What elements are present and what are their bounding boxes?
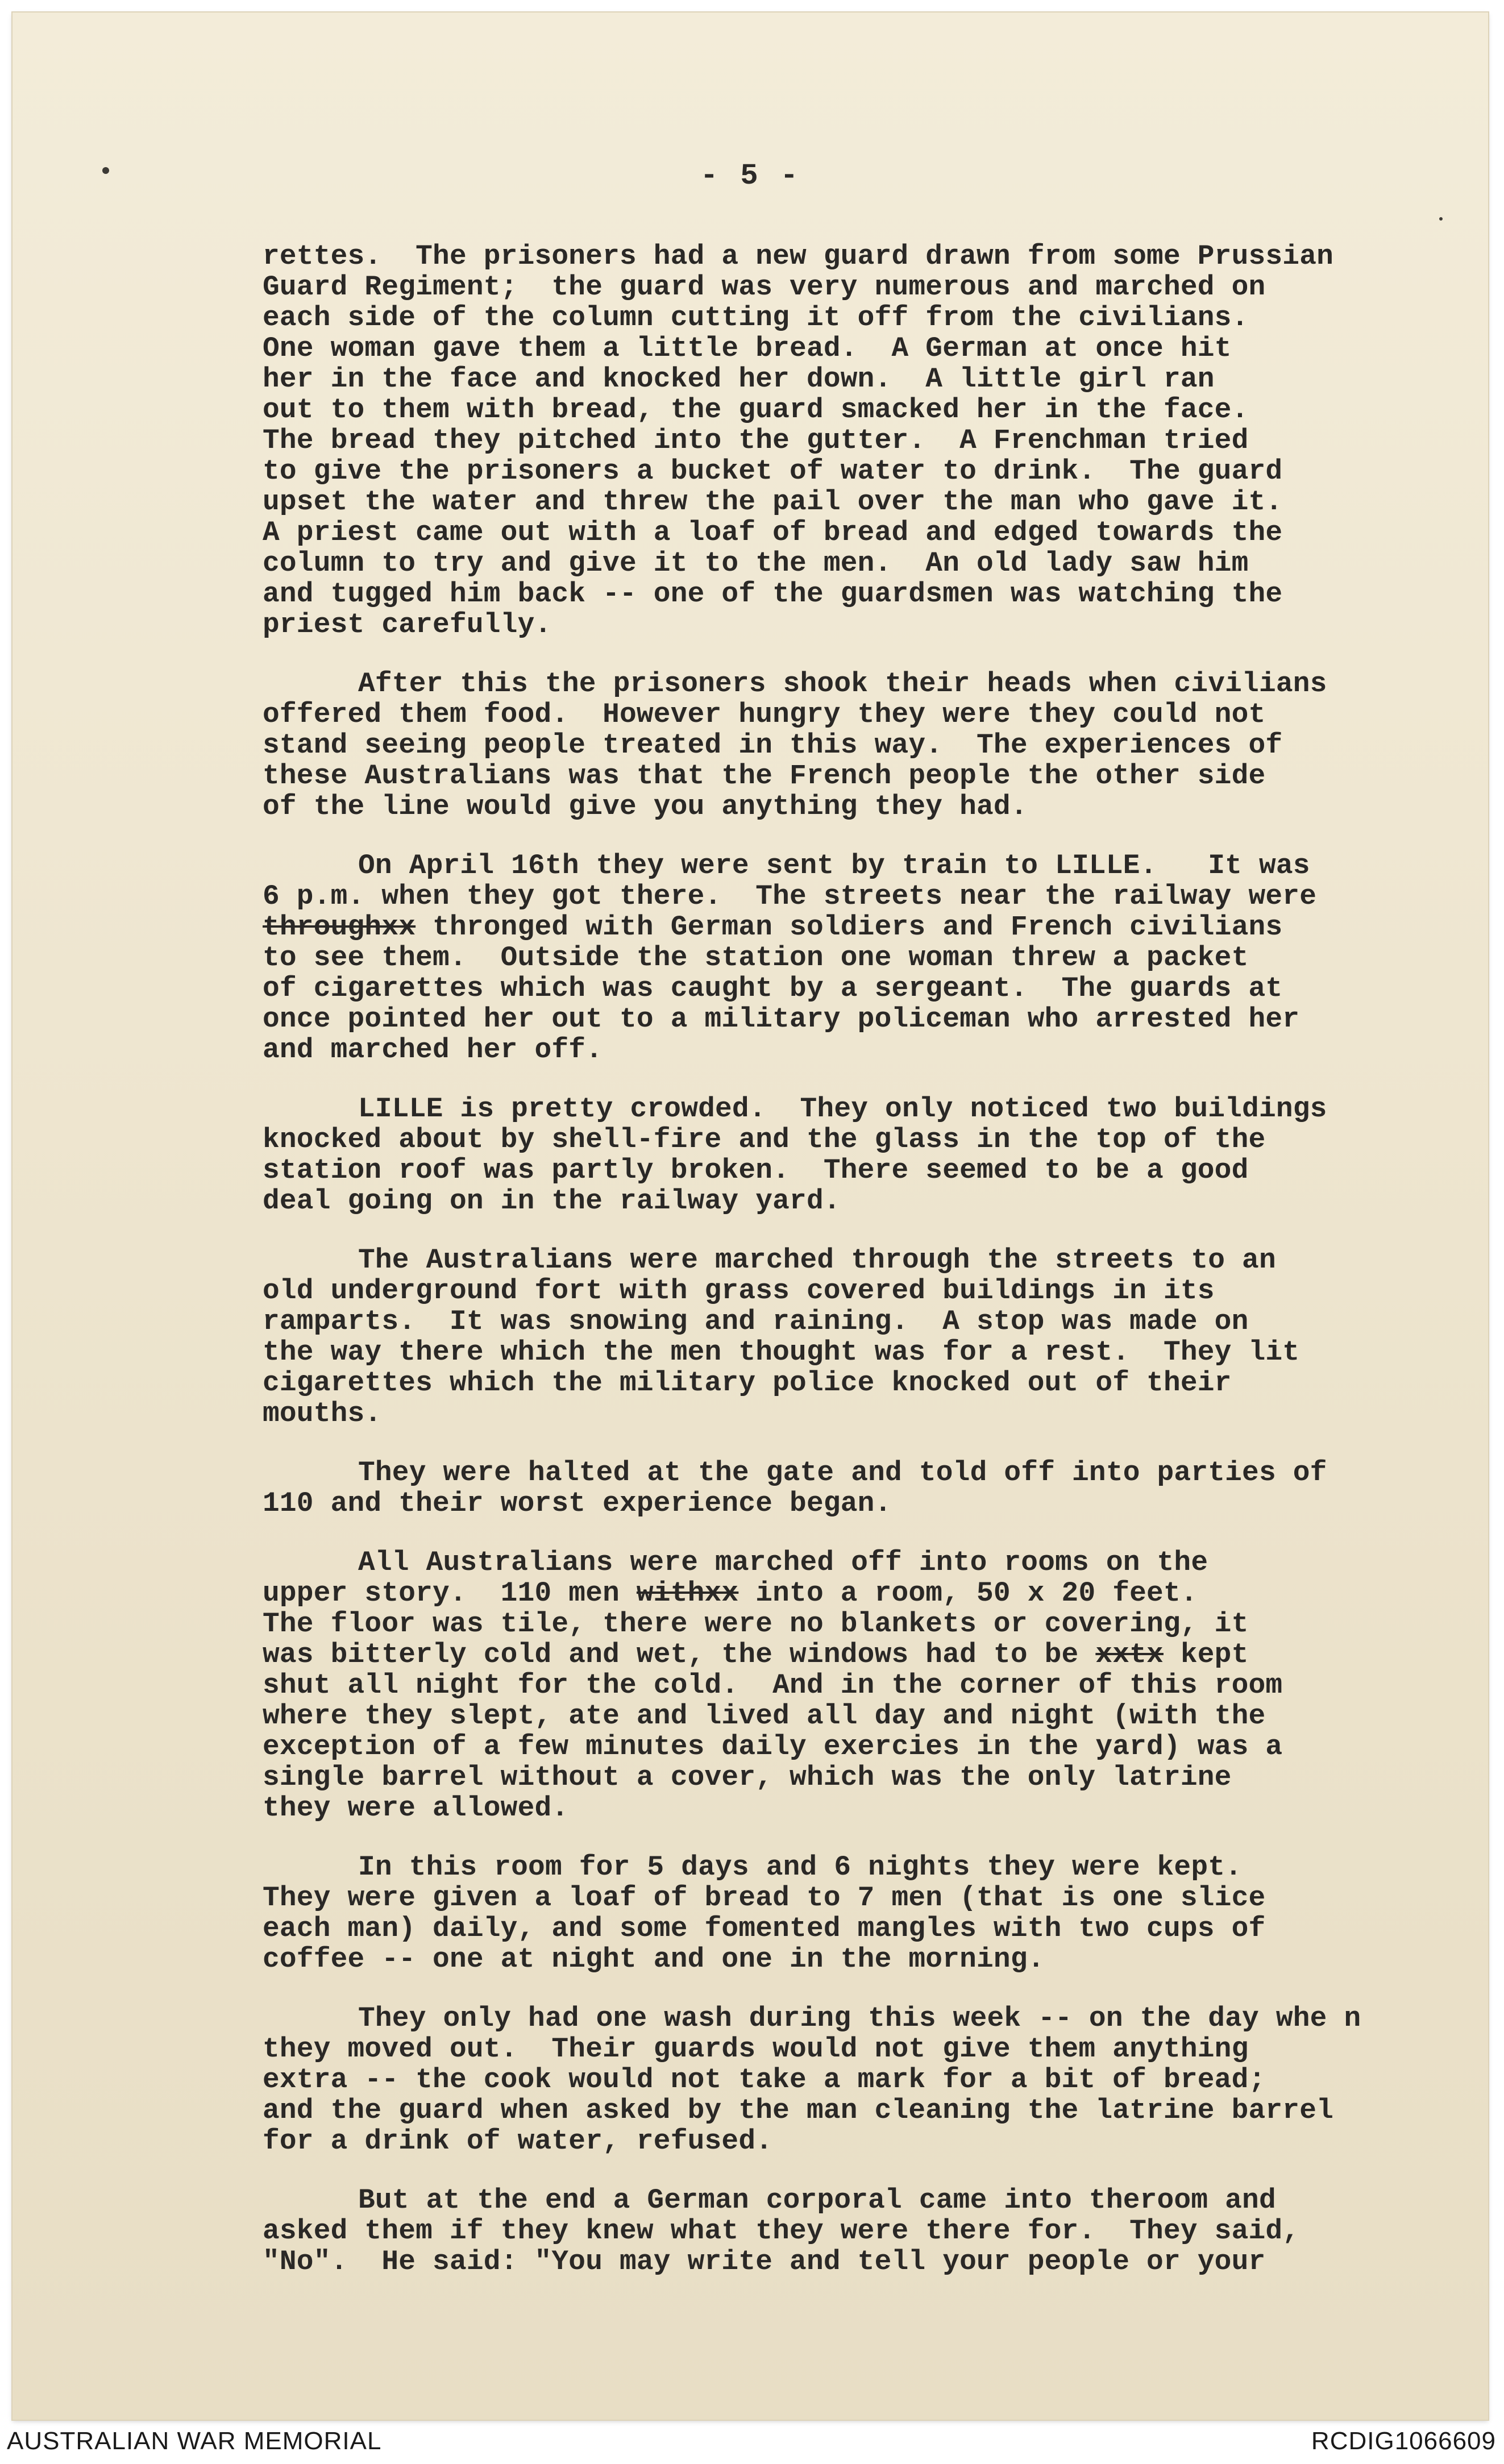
- struck-text: xxtx: [1095, 1639, 1164, 1671]
- paragraph-7-text-after: kept shut all night for the cold. And in the corner of this room where they slept, ate and lived all day and night (with the exception of a few minutes daily exercies in the yard) was a single barrel without a cover, which was the only latrine they were allowed.: [263, 1639, 1283, 1824]
- paragraph-10: But at the end a German corporal came into theroom and asked them if they knew what they were there for. They said, "No". He said: "You may write and tell your people or your: [263, 2184, 1300, 2278]
- paragraph-8: In this room for 5 days and 6 nights they were kept. They were given a loaf of bread to 7 men (that is one slice each man) daily, and some fomented mangles with two cups of coffee -- one at night and one in the morning.: [263, 1851, 1266, 1975]
- archive-id: RCDIG1066609: [1311, 2427, 1496, 2455]
- paragraph-2: After this the prisoners shook their heads when civilians offered them food. However hungry they were they could not stand seeing people treated in this way. The experiences of these Australians was that the French people the other side of the line would give you anything they had.: [263, 668, 1327, 822]
- paragraph-3-text-after: thronged with German soldiers and French civilians to see them. Outside the station one woman threw a packet of cigarettes which was caught by a sergeant. The guards at once pointed her out to a military policeman who arrested her and marched her off.: [263, 911, 1300, 1066]
- paragraph-4: LILLE is pretty crowded. They only noticed two buildings knocked about by shell-fire and the glass in the top of the station roof was partly broken. There seemed to be a good deal going on in the railway yard.: [263, 1093, 1327, 1217]
- ink-mark: [1439, 217, 1443, 221]
- paragraph-9: They only had one wash during this week -- on the day whe n they moved out. Their guards would not give them anything extra -- the cook would not take a mark for a bit of bread; and the guard when asked by the man cleaning the latrine barrel for a drink of water, refused.: [263, 2002, 1361, 2157]
- paragraph-7-text-middle: into a room, 50 x 20 feet. The floor was tile, there were no blankets or covering, it was bitterly cold and wet, the windows had to be: [263, 1577, 1249, 1671]
- paragraph-3-text-before: On April 16th they were sent by train to LILLE. It was 6 p.m. when they got there. The streets near the railway were: [263, 850, 1317, 912]
- paragraph-3: [263, 850, 1473, 1065]
- archive-credit: AUSTRALIAN WAR MEMORIAL: [7, 2427, 382, 2455]
- paragraph-1: rettes. The prisoners had a new guard drawn from some Prussian Guard Regiment; the guard was very numerous and marched on each side of the column cutting it off from the civilians. One woman gave them a little bread. A German at once hit her in the face and knocked her down. A little girl ran out to them with bread, the guard smacked her in the face. The bread they pitched into the gutter. A Frenchman tried to give the prisoners a bucket of water to drink. The guard upset the water and threw the pail over the man who gave it. A priest came out with a loaf of bread and edged towards the column to try and give it to the men. An old lady saw him and tugged him back -- one of the guardsmen was watching the priest carefully.: [263, 240, 1334, 641]
- paragraph-6: They were halted at the gate and told off into parties of 110 and their worst experience began.: [263, 1457, 1327, 1519]
- paragraph-7-text-before: All Australians were marched off into rooms on the upper story. 110 men: [263, 1547, 1208, 1609]
- document-body: [263, 241, 1473, 2305]
- paragraph-5: The Australians were marched through the streets to an old underground fort with grass covered buildings in its ramparts. It was snowing and raining. A stop was made on the way there which the men thought was for a rest. They lit cigarettes which the military police knocked out of their mouths.: [263, 1244, 1300, 1430]
- struck-text: throughxx: [263, 911, 416, 943]
- struck-text: withxx: [636, 1577, 739, 1609]
- paragraph-7: [263, 1547, 1473, 1823]
- typed-document-page: [13, 13, 1488, 2420]
- page-number: - 5 -: [700, 159, 801, 193]
